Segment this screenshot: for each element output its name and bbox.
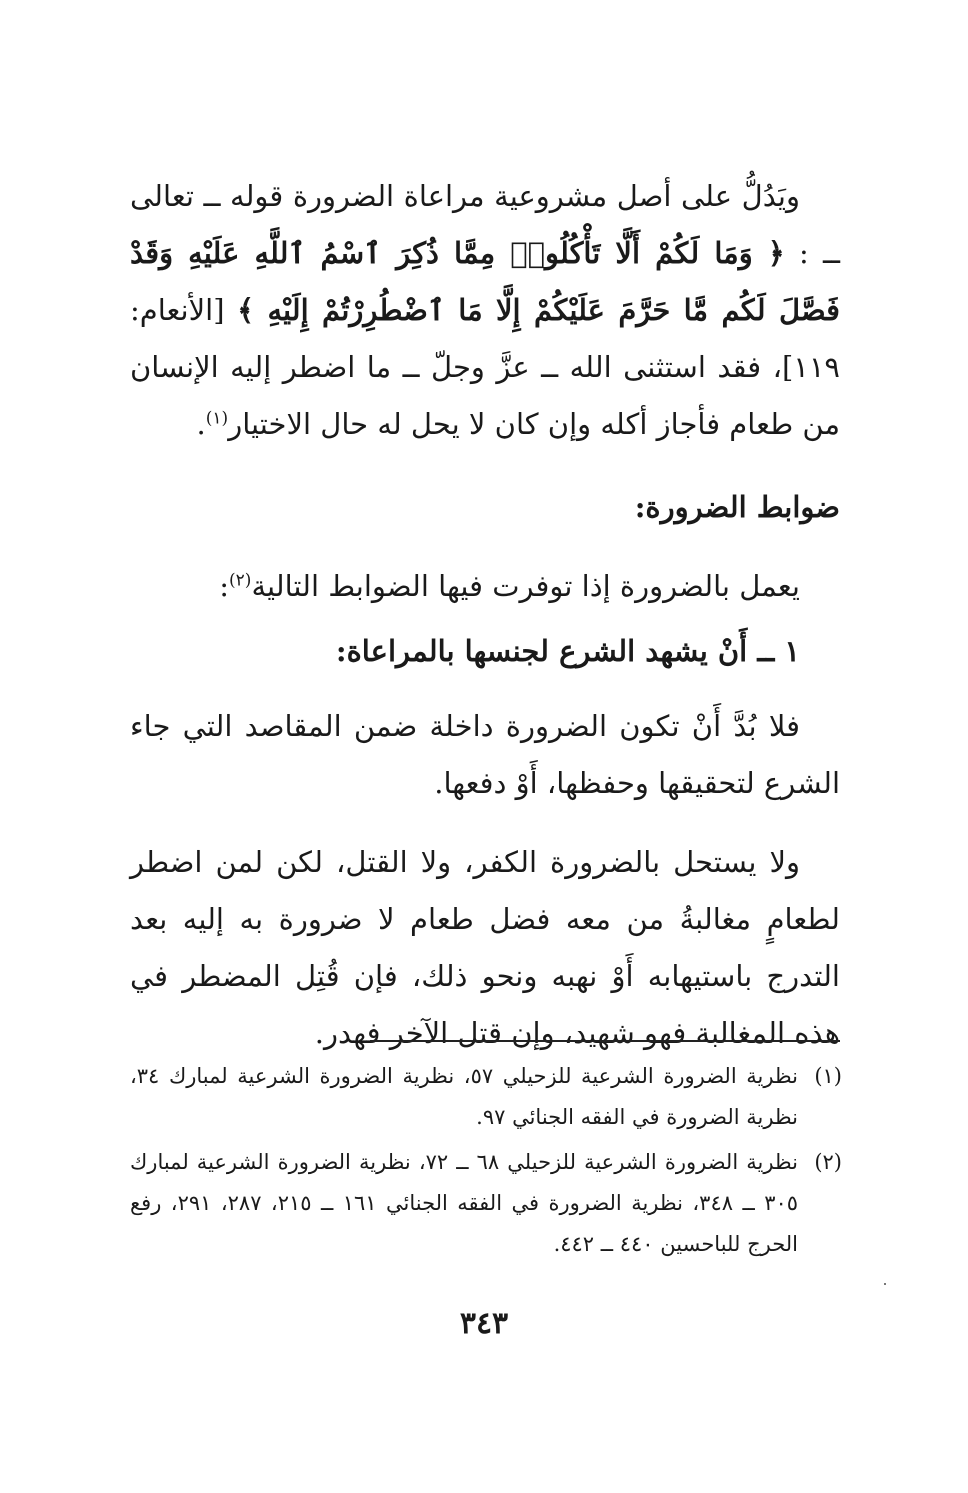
paragraph-evidence bbox=[130, 168, 840, 453]
section-heading: ضوابط الضرورة: bbox=[634, 490, 840, 524]
conditions-colon: : bbox=[219, 569, 230, 603]
footnote-divider bbox=[370, 1040, 840, 1042]
evidence-intro: ويَدُلُّ على أصل مشروعية مراعاة الضرورة قوله ــ تعالى ــ : bbox=[130, 179, 841, 270]
page-body bbox=[130, 168, 840, 1062]
scan-speck bbox=[884, 1283, 886, 1285]
paragraph-exceptions: ولا يستحل بالضرورة الكفر، ولا القتل، لكن لمن اضطر لطعامٍ مغالبةُ من معه فضل طعام لا ضرورة به إليه بعد التدرج باستيهابه أَوْ نهبه ونحو ذلك، فإن قُتِل المضطر في هذه المغالبة فهو شهيد، وإن قتل الآخر فهدر. bbox=[130, 845, 841, 1050]
quran-verse: ﴿ وَمَا لَكُمْ أَلَّا تَأْكُلُوا۟ مِمَّا ذُكِرَ ٱسْمُ ٱللَّهِ عَلَيْهِ وَقَدْ فَصَّلَ لَكُم مَّا حَرَّمَ عَلَيْكُمْ إِلَّا مَا ٱضْطُرِرْتُمْ إِلَيْهِ ﴾ bbox=[130, 236, 840, 327]
footnote-ref-1[interactable]: (١) bbox=[205, 408, 229, 429]
footnote-text: نظرية الضرورة الشرعية للزحيلي ٥٧، نظرية الضرورة الشرعية لمبارك ٣٤، نظرية الضرورة في الفقه الجنائي ٩٧. bbox=[130, 1064, 799, 1129]
footnote-text: نظرية الضرورة الشرعية للزحيلي ٦٨ ــ ٧٢، نظرية الضرورة الشرعية لمبارك ٣٠٥ ــ ٣٤٨، نظرية الضرورة في الفقه الجنائي ١٦١ ــ ٢١٥، ٢٨٧، ٢٩١، رفع الحرج للباحسين ٤٤٠ ــ ٤٤٢. bbox=[130, 1150, 799, 1256]
footnote-1 bbox=[130, 1056, 842, 1138]
paragraph-condition-detail: فلا بُدَّ أَنْ تكون الضرورة داخلة ضمن المقاصد التي جاء الشرع لتحقيقها وحفظها، أَوْ دفعها. bbox=[130, 709, 840, 800]
condition-heading-1: ١ ــ أَنْ يشهد الشرع لجنسها بالمراعاة: bbox=[335, 634, 800, 668]
evidence-explanation: [الأنعام: ١١٩]، فقد استثنى الله ــ عزَّ وجلّ ــ ما اضطر إليه الإنسان من طعام فأجاز أكله وإن كان لا يحل له حال الاختيار bbox=[130, 293, 840, 441]
footnotes bbox=[130, 1056, 842, 1269]
footnote-2 bbox=[130, 1142, 842, 1265]
page-number: ٣٤٣ bbox=[459, 1306, 509, 1341]
footnote-number: (٢) bbox=[814, 1150, 842, 1174]
footnote-number: (١) bbox=[814, 1064, 842, 1088]
footnote-ref-2[interactable]: (٢) bbox=[229, 570, 252, 591]
paragraph-conditions bbox=[130, 558, 840, 615]
paragraph-end-mark: . bbox=[196, 407, 206, 441]
conditions-intro: يعمل بالضرورة إذا توفرت فيها الضوابط التالية bbox=[251, 569, 800, 603]
